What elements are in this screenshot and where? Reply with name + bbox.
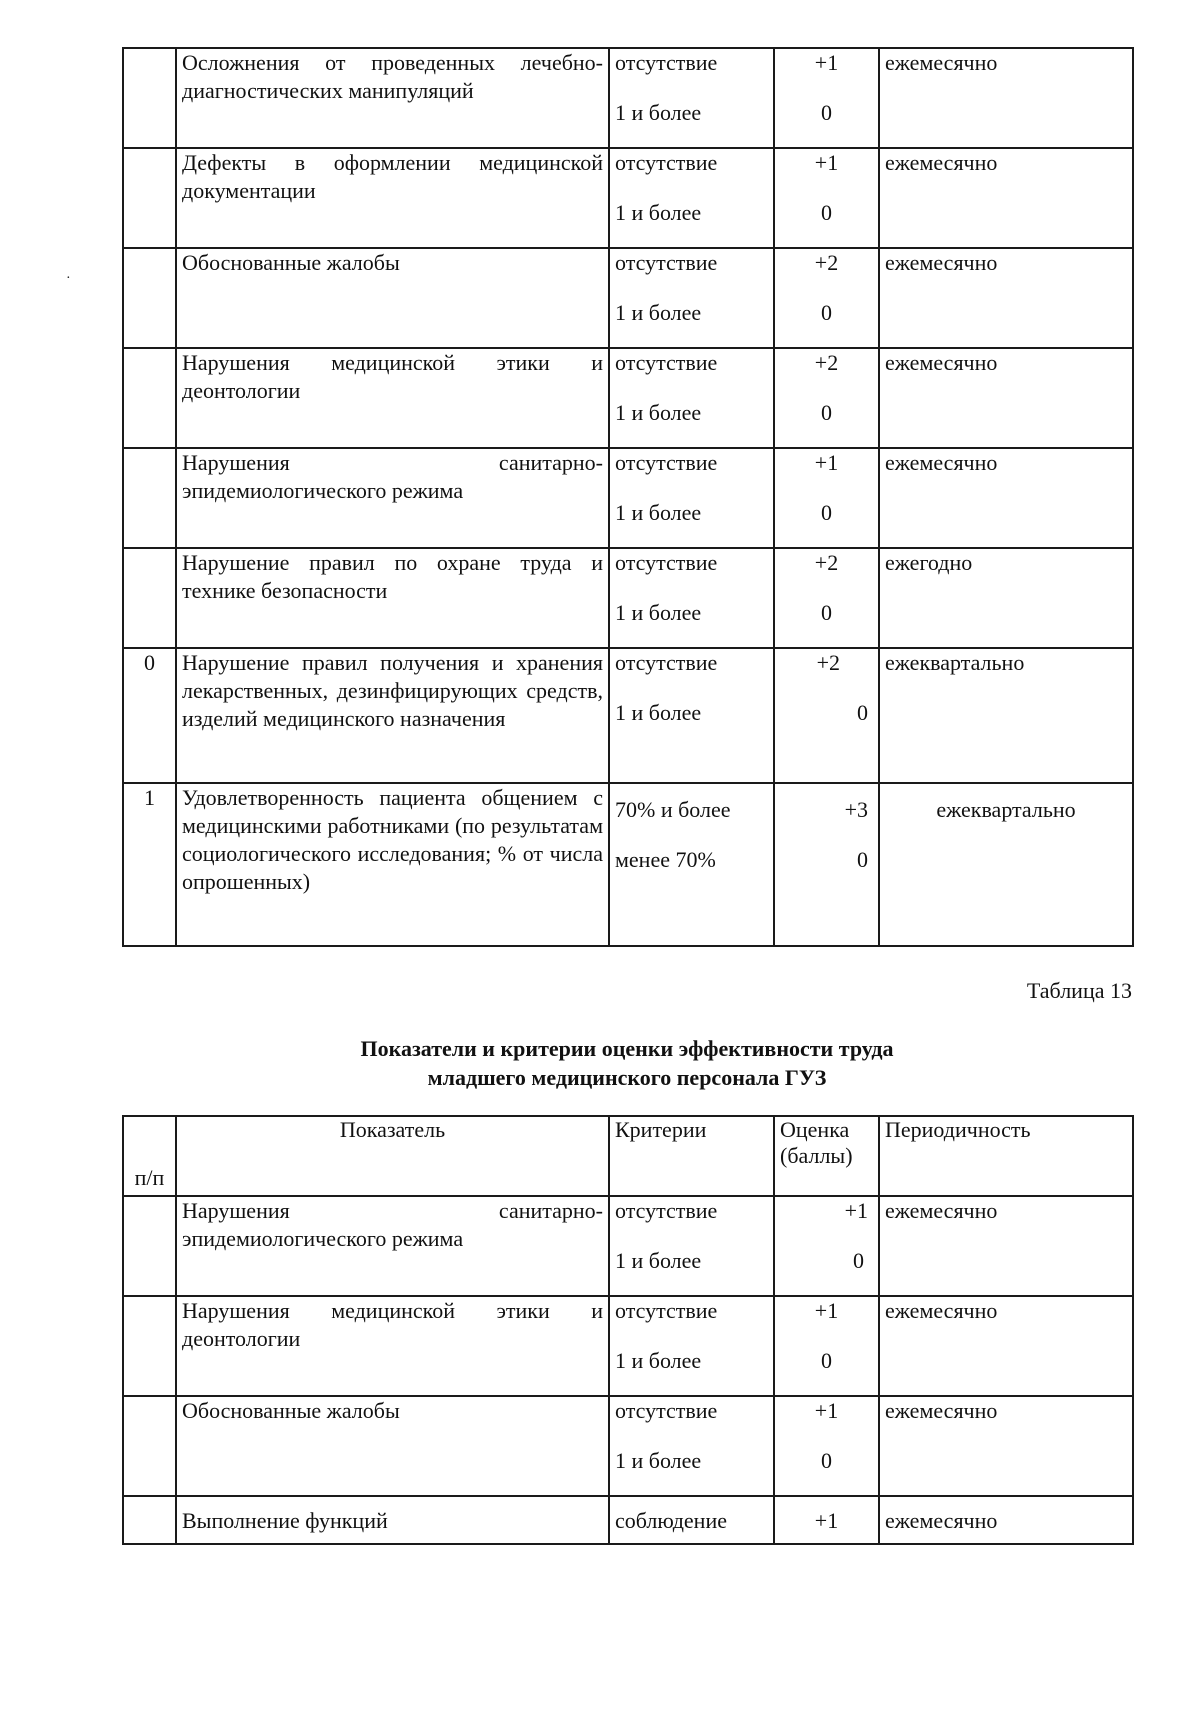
score-cell: +1 0 [774, 1196, 879, 1296]
table-title-line-2: младшего медицинского персонала ГУЗ [427, 1064, 827, 1090]
indicator-cell: Обоснованные жалобы [176, 248, 609, 348]
row-number: 1 [123, 783, 176, 946]
table-number-label: Таблица 13 [1026, 978, 1132, 1003]
criteria-cell: отсутствие 1 и более [609, 1196, 774, 1296]
row-number [123, 348, 176, 448]
indicator-cell: Нарушения медицинской этики и деонтологии [176, 348, 609, 448]
period-cell: ежемесячно [879, 1296, 1133, 1396]
scan-speck: · [66, 271, 71, 286]
indicator-cell: Нарушения санитарно-эпидемиологического режима [176, 448, 609, 548]
score-cell: +1 0 [774, 1296, 879, 1396]
table-row [123, 448, 1133, 548]
row-number [123, 448, 176, 548]
criteria-cell: отсутствие 1 и более [609, 248, 774, 348]
period-cell: ежеквартально [879, 783, 1133, 946]
score-cell: +1 0 [774, 448, 879, 548]
row-number: 0 [123, 648, 176, 783]
header-period: Периодичность [879, 1116, 1133, 1196]
criteria-cell: отсутствие 1 и более [609, 448, 774, 548]
row-number [123, 48, 176, 148]
score-cell: +2 0 [774, 648, 879, 783]
row-number [123, 248, 176, 348]
score-cell: +1 0 [774, 48, 879, 148]
period-cell: ежемесячно [879, 248, 1133, 348]
criteria-cell: отсутствие 1 и более [609, 348, 774, 448]
table-header-row [123, 1116, 1133, 1196]
period-cell: ежемесячно [879, 348, 1133, 448]
indicator-cell: Нарушения санитарно-эпидемиологического режима [176, 1196, 609, 1296]
table-row [123, 148, 1133, 248]
score-cell: +2 0 [774, 348, 879, 448]
criteria-cell: соблюдение [609, 1496, 774, 1544]
table-row [123, 1196, 1133, 1296]
indicator-cell: Выполнение функций [176, 1496, 609, 1544]
score-cell: +2 0 [774, 248, 879, 348]
criteria-cell: отсутствие 1 и более [609, 48, 774, 148]
indicator-cell: Нарушение правил по охране труда и технике безопасности [176, 548, 609, 648]
row-number [123, 548, 176, 648]
indicator-cell: Удовлетворенность пациента общением с медицинскими работниками (по результатам социологического исследования; % от числа опрошенных) [176, 783, 609, 946]
period-cell: ежемесячно [879, 448, 1133, 548]
score-cell: +1 0 [774, 148, 879, 248]
row-number [123, 1496, 176, 1544]
table-row [123, 348, 1133, 448]
period-cell: ежемесячно [879, 1496, 1133, 1544]
table-row [123, 648, 1133, 783]
indicator-cell: Нарушение правил получения и хранения лекарственных, дезинфицирующих средств, изделий медицинского назначения [176, 648, 609, 783]
criteria-cell: отсутствие 1 и более [609, 1296, 774, 1396]
header-criteria: Критерии [609, 1116, 774, 1196]
table-title-line-1: Показатели и критерии оценки эффективности труда [360, 1036, 894, 1061]
indicators-table-continued [122, 47, 1134, 947]
indicator-cell: Осложнения от проведенных лечебно-диагностических манипуляций [176, 48, 609, 148]
table-title [122, 1035, 1132, 1092]
indicators-table-13 [122, 1115, 1134, 1545]
table-row [123, 1296, 1133, 1396]
criteria-cell: отсутствие 1 и более [609, 148, 774, 248]
period-cell: ежегодно [879, 548, 1133, 648]
period-cell: ежемесячно [879, 1396, 1133, 1496]
header-score: Оценка (баллы) [774, 1116, 879, 1196]
criteria-cell: 70% и более менее 70% [609, 783, 774, 946]
table-row [123, 548, 1133, 648]
indicator-cell: Нарушения медицинской этики и деонтологии [176, 1296, 609, 1396]
period-cell: ежемесячно [879, 148, 1133, 248]
period-cell: ежемесячно [879, 1196, 1133, 1296]
row-number [123, 1296, 176, 1396]
header-num: п/п [123, 1116, 176, 1196]
score-cell: +1 0 [774, 1396, 879, 1496]
criteria-cell: отсутствие 1 и более [609, 548, 774, 648]
indicator-cell: Дефекты в оформлении медицинской документации [176, 148, 609, 248]
score-cell: +2 0 [774, 548, 879, 648]
period-cell: ежемесячно [879, 48, 1133, 148]
row-number [123, 1196, 176, 1296]
score-cell: +3 0 [774, 783, 879, 946]
criteria-cell: отсутствие 1 и более [609, 648, 774, 783]
row-number [123, 1396, 176, 1496]
period-cell: ежеквартально [879, 648, 1133, 783]
header-indicator: Показатель [176, 1116, 609, 1196]
score-cell: +1 [774, 1496, 879, 1544]
table-row [123, 1496, 1133, 1544]
table-row [123, 48, 1133, 148]
table-row [123, 1396, 1133, 1496]
criteria-cell: отсутствие 1 и более [609, 1396, 774, 1496]
row-number [123, 148, 176, 248]
indicator-cell: Обоснованные жалобы [176, 1396, 609, 1496]
table-row [123, 248, 1133, 348]
table-row [123, 783, 1133, 946]
